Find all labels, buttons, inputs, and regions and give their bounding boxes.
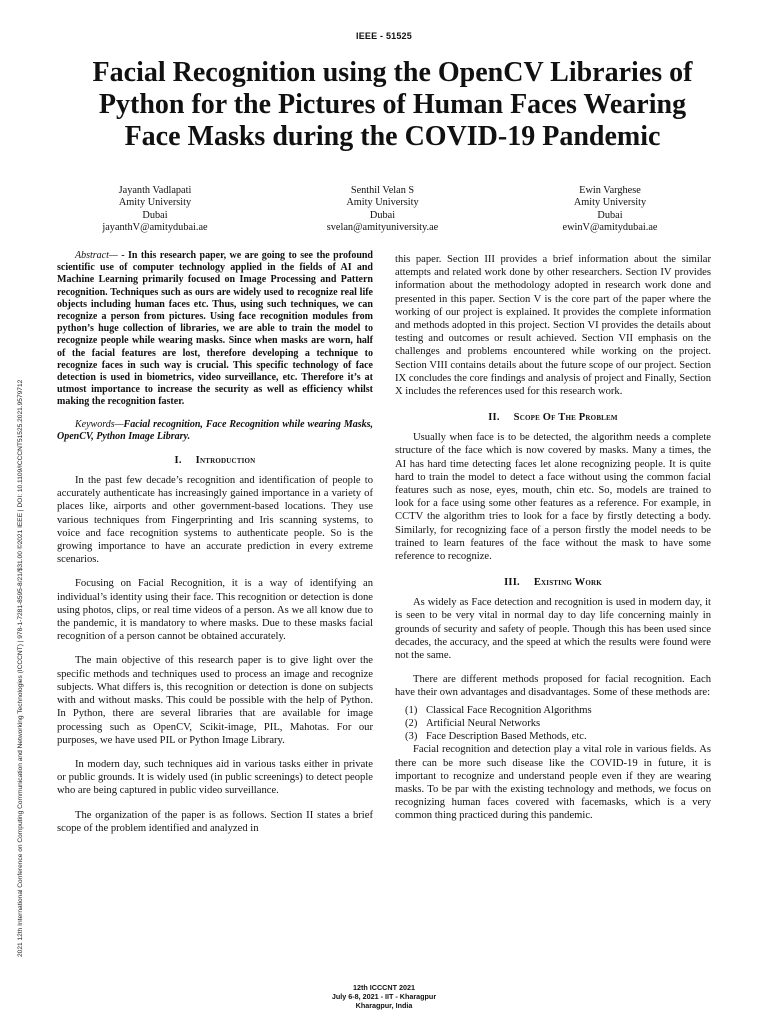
doi-side-note: 2021 12th International Conference on Computing Communication and Networking Technologies (ICCCNT) | 978-1-7281-8595-8/21/$31.00 ©2021 IEEE | DOI: 10.1109/ICCCNT51525.2021.9579712: [17, 379, 24, 957]
section-heading-scope: [395, 411, 711, 424]
keywords-text: Facial recognition, Face Recognition while wearing Masks, OpenCV, Python Image Library.: [57, 418, 373, 442]
paragraph: In the past few decade’s recognition and identification of people to accurately authenticate has increasingly gained importance in a variety of places like, airports and other government-based locations. They use various techniques from Fingerprinting and Iris scanning systems, to voice and face recognition systems to authenticate people. So is the growing importance to have an accurate prediction in every extreme scenarios.: [57, 475, 373, 566]
section-number: III.: [504, 577, 520, 589]
paragraph: In modern day, such techniques aid in various tasks either in private or public grounds. It is widely used (in public screenings) to detect people who are being captured in public video surveillance.: [57, 758, 373, 797]
author-affiliation: Amity University: [346, 197, 419, 209]
right-column: [395, 253, 711, 823]
page-footer: [0, 983, 768, 1010]
title-line: Face Masks during the COVID-19 Pandemic: [124, 121, 661, 152]
author-email: jayanthV@amitydubai.ae: [102, 221, 208, 233]
author-email: ewinV@amitydubai.ae: [562, 221, 658, 233]
paragraph: Focusing on Facial Recognition, it is a way of identifying an individual’s identity using their face. This recognition or detection is done using photos, clips, or real time videos of a person. As we all know due to the pandemic, it is mandatory to where masks. Due to these masks facial recognition of a person cannot be obtained accurately.: [57, 578, 373, 643]
author-city: Dubai: [142, 209, 168, 221]
footer-line: 12th ICCCNT 2021: [353, 983, 415, 992]
abstract-lead: Abstract—: [75, 250, 118, 261]
title-line: Facial Recognition using the OpenCV Libraries of: [92, 57, 693, 88]
abstract-text: - In this research paper, we are going to see the profound scientific use of computer technology applied in the fields of AI and Machine Learning primarily focused on Image Processing and Pattern recognition. Techniques such as ours are widely used to recognize real life objects including human faces etc. Thus, using such techniques, we can recognize a person from pictures. Using face recognition modules from python’s huge collection of libraries, we are able to train the model to recognize people while wearing masks. Since when masks are worn, half of the facial features are lost, therefore developing a technique to recognize faces in such way is crucial. This specific technology of face detection is used in biometrics, video surveillance, etc. Therefore it’s at utmost importance to increase the security as well as efficiency whilst making the recognition faster.: [57, 250, 373, 408]
author-block: [288, 185, 478, 234]
list-number: (3): [405, 731, 418, 743]
author-email: svelan@amityuniversity.ae: [326, 221, 439, 233]
title-line: Python for the Pictures of Human Faces Wearing: [98, 89, 687, 120]
paragraph-continued: this paper. Section III provides a brief information about the similar attempts and related work done by other researchers. Section IV provides information about the methodology adopted in research work done and presented in this paper. Section V is the core part of the paper where the working of our project is explained. It provides the complete information and methods adopted in this project. Section VI provides the details about testing and outcomes or result achieved. Section VII emphasis on the challenges and problems encountered while working on the project. Section VIII contains details about the future scope of our project. Section IX concludes the core findings and analysis of project and Finally, Section X includes the references used for this research work.: [395, 254, 711, 398]
paragraph: As widely as Face detection and recognition is used in modern day, it is seen to be very vital in normal day to day life concerning mainly in grounds of security and safety of people. Though this has been used since decades, the accuracy, and the speed at which the results were found were not the same.: [395, 597, 711, 662]
list-item: [405, 704, 711, 717]
paragraph: The main objective of this research paper is to give light over the specific methods and techniques used to process an image and recognize subjects. What differs is, this recognition or detection is done on subjects with and without masks. This could be possible with the help of Python. In Python, there are several libraries that are available for image processing such as OpenCV, Scikit-image, PIL, Mahotas. For our purposes, we have used PIL or Python Image Library.: [57, 655, 373, 746]
abstract: [57, 250, 373, 409]
section-heading-existing-work: [395, 576, 711, 589]
author-affiliation: Amity University: [118, 197, 192, 209]
author-block: [515, 185, 705, 234]
methods-list: [405, 704, 711, 744]
keywords: [57, 419, 373, 443]
paper-title: [40, 57, 745, 153]
list-item: [405, 730, 711, 743]
author-affiliation: Amity University: [573, 197, 647, 209]
author-block: [60, 185, 250, 234]
list-text: Classical Face Recognition Algorithms: [426, 704, 592, 716]
author-city: Dubai: [597, 209, 623, 221]
section-title: Scope Of The Problem: [513, 412, 618, 424]
left-column: [57, 250, 373, 835]
author-name: Ewin Varghese: [579, 185, 641, 196]
section-number: I.: [174, 455, 182, 467]
list-number: (2): [405, 717, 418, 729]
footer-line: Kharagpur, India: [355, 1001, 413, 1010]
list-text: Face Description Based Methods, etc.: [426, 731, 587, 743]
section-number: II.: [488, 412, 500, 424]
author-list: [60, 185, 705, 234]
paragraph: Facial recognition and detection play a vital role in various fields. As there can be more such disease like the COVID-19 in future, it is important to recognize and understand people even if they are wearing masks. To be par with the existing technology and methods, we focus on recognizing human faces covered with facemasks, which is a very common thing practiced during this pandemic.: [395, 744, 711, 822]
author-name: Senthil Velan S: [350, 185, 415, 196]
conference-id-label: IEEE - 51525: [356, 31, 412, 41]
section-title: Introduction: [195, 455, 256, 467]
list-number: (1): [405, 704, 418, 716]
paragraph: There are different methods proposed for facial recognition. Each have their own advantages and disadvantages. Some of these methods are:: [395, 674, 711, 699]
author-city: Dubai: [369, 209, 396, 221]
section-heading-introduction: [57, 454, 373, 467]
author-name: Jayanth Vadlapati: [118, 185, 192, 196]
paragraph: The organization of the paper is as follows. Section II states a brief scope of the problem identified and analyzed in: [57, 809, 373, 834]
keywords-lead: Keywords—: [75, 418, 124, 430]
footer-line: July 6-8, 2021 - IIT - Kharagpur: [331, 992, 437, 1001]
section-title: Existing Work: [533, 577, 602, 589]
list-item: [405, 717, 711, 730]
list-text: Artificial Neural Networks: [426, 717, 541, 729]
paragraph: Usually when face is to be detected, the algorithm needs a complete structure of the face which is now covered by masks. Many a times, the AI has hard time detecting faces let alone recognizing people. It is quite hard to train the model to detect a face without using the common facial features such as nose, eyes, mouth, chin etc. So, models are trained to look for a face using some other features as a reference. For example, in CCTV the algorithm tries to look for a face by firstly detecting a body. Similarly, for recognizing face of a person firstly the model needs to be trained to learn features of the face without the mask to have some reference to recognize.: [395, 432, 711, 563]
